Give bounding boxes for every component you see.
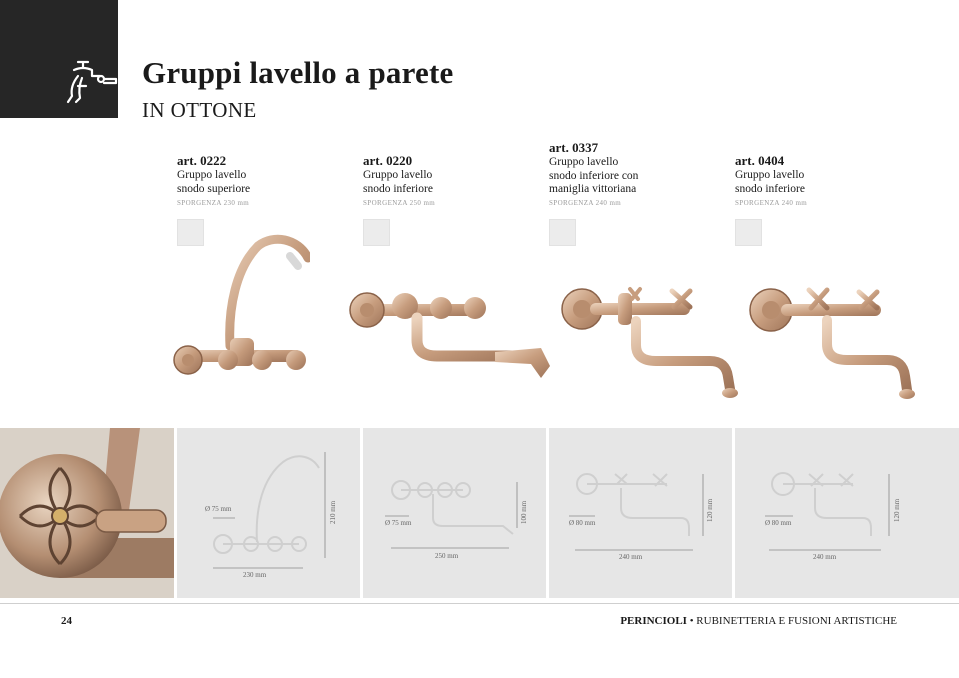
product-code: art. 0222 bbox=[177, 153, 227, 168]
faucet-logo-icon bbox=[64, 56, 118, 106]
diameter-label: Ø 80 mm bbox=[569, 519, 596, 527]
width-label: 230 mm bbox=[243, 571, 267, 579]
product-desc-line1: Gruppo lavello bbox=[363, 169, 433, 181]
product-desc-line3: maniglia vittoriana bbox=[549, 183, 637, 195]
faucet-0337-image bbox=[560, 285, 740, 403]
height-label: 120 mm bbox=[706, 498, 714, 522]
product-code: art. 0220 bbox=[363, 153, 413, 168]
brand-logo-box bbox=[0, 0, 118, 118]
page-subtitle: IN OTTONE bbox=[142, 98, 257, 122]
finish-swatch[interactable] bbox=[363, 219, 390, 246]
drawing-panel-0404 bbox=[735, 428, 959, 598]
width-label: 250 mm bbox=[435, 552, 459, 560]
drawing-panel-0220 bbox=[363, 428, 546, 598]
width-label: 240 mm bbox=[619, 553, 643, 561]
faucet-0404-image bbox=[747, 286, 917, 404]
faucet-0222-image bbox=[170, 228, 310, 388]
height-label: 100 mm bbox=[520, 500, 528, 524]
width-label: 240 mm bbox=[813, 553, 837, 561]
diameter-label: Ø 75 mm bbox=[205, 505, 232, 513]
product-sporgenza: SPORGENZA 250 mm bbox=[363, 199, 436, 207]
product-desc-line2: snodo inferiore bbox=[363, 182, 433, 195]
faucet-0220-image bbox=[345, 282, 560, 392]
footer-separator: • bbox=[689, 615, 694, 627]
product-code: art. 0404 bbox=[735, 153, 785, 168]
diameter-label: Ø 75 mm bbox=[385, 519, 412, 527]
product-desc-line2: snodo superiore bbox=[177, 182, 251, 195]
product-desc-line2: snodo inferiore bbox=[735, 182, 805, 195]
finish-swatch[interactable] bbox=[735, 219, 762, 246]
footer-brand: PERINCIOLI bbox=[620, 615, 687, 627]
product-sporgenza: SPORGENZA 240 mm bbox=[549, 199, 622, 207]
product-desc-line1: Gruppo lavello bbox=[549, 156, 619, 168]
finish-swatch[interactable] bbox=[549, 219, 576, 246]
product-desc-line1: Gruppo lavello bbox=[177, 169, 247, 181]
product-code: art. 0337 bbox=[549, 140, 599, 155]
drawing-panel-0337 bbox=[549, 428, 732, 598]
footer-divider bbox=[0, 603, 959, 604]
product-desc-line2: snodo inferiore con bbox=[549, 169, 639, 182]
product-sporgenza: SPORGENZA 240 mm bbox=[735, 199, 808, 207]
product-sporgenza: SPORGENZA 230 mm bbox=[177, 199, 250, 207]
drawing-panel-0222 bbox=[177, 428, 360, 598]
height-label: 120 mm bbox=[893, 498, 901, 522]
product-desc-line1: Gruppo lavello bbox=[735, 169, 805, 181]
footer-brand-line bbox=[620, 615, 897, 627]
faucet-closeup-image bbox=[0, 428, 174, 598]
page-title: Gruppi lavello a parete bbox=[142, 55, 454, 90]
page-number: 24 bbox=[61, 615, 72, 627]
diameter-label: Ø 80 mm bbox=[765, 519, 792, 527]
height-label: 210 mm bbox=[329, 500, 337, 524]
footer-tagline: RUBINETTERIA E FUSIONI ARTISTICHE bbox=[696, 615, 897, 627]
